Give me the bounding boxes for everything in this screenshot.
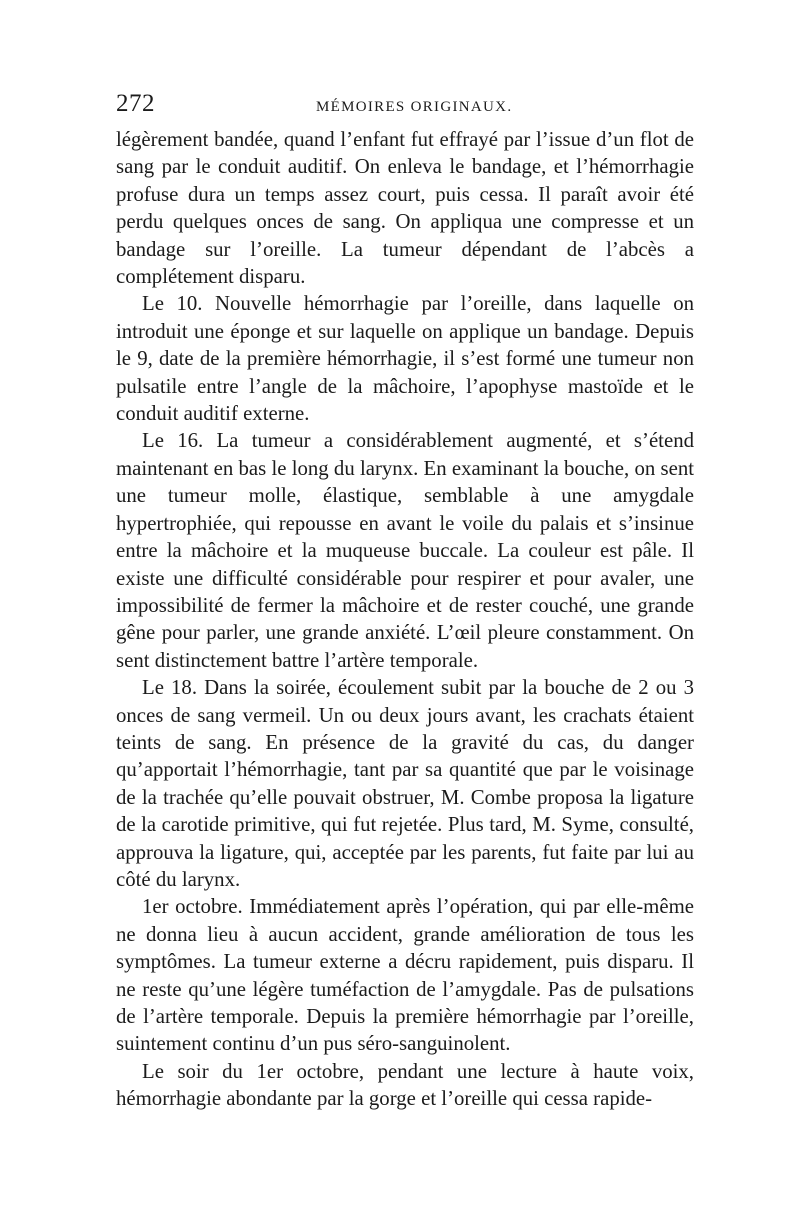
paragraph: Le 16. La tumeur a considérablement augmenté, et s’étend maintenant en bas le long du larynx. En examinant la bouche, on sent une tumeur molle, élastique, semblable à une amygdale hypertrophiée, qui repousse en avant le voile du palais et s’insinue entre la mâchoire et la muqueuse buccale. La couleur est pâle. Il existe une difficulté considérable pour respirer et pour avaler, une impossibilité de fermer la mâchoire et de rester couché, une grande gêne pour parler, une grande anxiété. L’œil pleure constamment. On sent distinctement battre l’artère temporale. bbox=[116, 429, 694, 672]
page-number: 272 bbox=[116, 90, 155, 117]
running-head: MÉMOIRES ORIGINAUX. bbox=[316, 99, 513, 115]
page-header bbox=[116, 90, 694, 120]
body-text bbox=[116, 126, 694, 1113]
paragraph: Le 18. Dans la soirée, écoulement subit par la bouche de 2 ou 3 onces de sang vermeil. Un ou deux jours avant, les crachats étaient teints de sang. En présence de la gravité du cas, du danger qu’apportait l’hémorrhagie, tant par sa quantité que par le voisinage de la trachée qu’elle pouvait obstruer, M. Combe proposa la ligature de la carotide primitive, qui fut rejetée. Plus tard, M. Syme, consulté, approuva la ligature, qui, acceptée par les parents, fut faite par lui au côté du larynx. bbox=[116, 676, 694, 891]
paragraph: légèrement bandée, quand l’enfant fut effrayé par l’issue d’un flot de sang par le conduit auditif. On enleva le bandage, et l’hémorrhagie profuse dura un temps assez court, puis cessa. Il paraît avoir été perdu quelques onces de sang. On appliqua une compresse et un bandage sur l’oreille. La tumeur dépendant de l’abcès a complétement disparu. bbox=[116, 128, 694, 289]
paragraph: 1er octobre. Immédiatement après l’opération, qui par elle-même ne donna lieu à aucun accident, grande amélioration de tous les symptômes. La tumeur externe a décru rapidement, puis disparu. Il ne reste qu’une légère tuméfaction de l’amygdale. Pas de pulsations de l’artère temporale. Depuis la première hémorrhagie par l’oreille, suintement continu d’un pus séro-sanguinolent. bbox=[116, 895, 694, 1056]
paragraph: Le soir du 1er octobre, pendant une lecture à haute voix, hémorrhagie abondante par la gorge et l’oreille qui cessa rapide- bbox=[116, 1059, 694, 1111]
paragraph: Le 10. Nouvelle hémorrhagie par l’oreille, dans laquelle on introduit une éponge et sur laquelle on applique un bandage. Depuis le 9, date de la première hémorrhagie, il s’est formé une tumeur non pulsatile entre l’angle de la mâchoire, l’apophyse mastoïde et le conduit auditif externe. bbox=[116, 292, 694, 426]
